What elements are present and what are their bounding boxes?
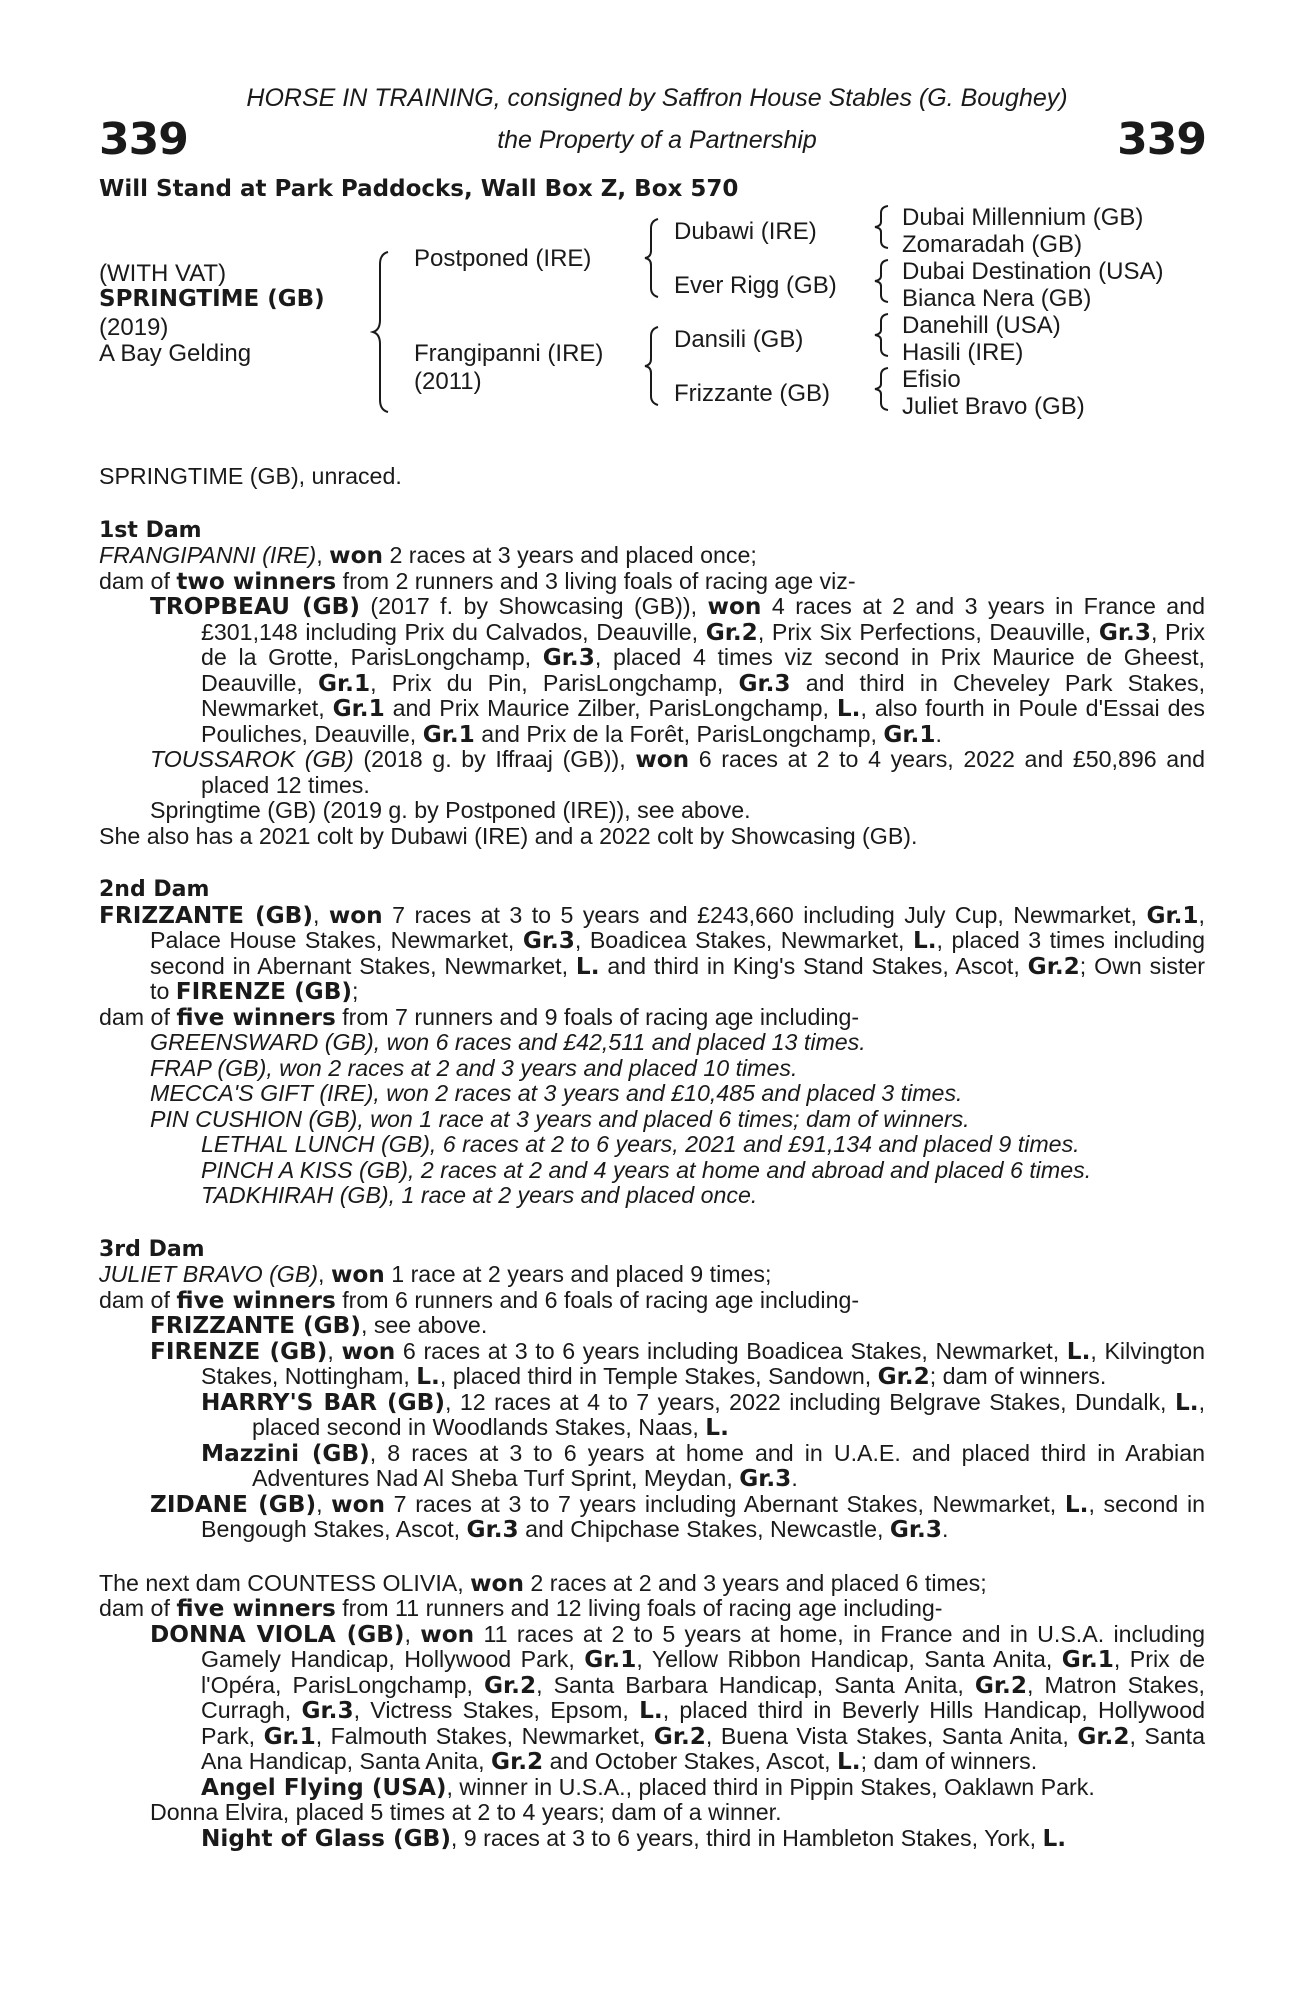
ancestor-sdd: Bianca Nera (GB) xyxy=(902,285,1092,312)
horse-brace xyxy=(370,248,400,416)
dam-sire: Dansili (GB) xyxy=(674,326,804,353)
dam-name: Frangipanni (IRE) xyxy=(414,340,604,367)
produce-night-of-glass: Night of Glass (GB), 9 races at 3 to 6 years, third in Hambleton Stakes, York, L. xyxy=(201,1824,1067,1852)
produce-pinch-a-kiss: PINCH A KISS (GB), 2 races at 2 and 4 years at home and abroad and placed 6 times. xyxy=(201,1156,1092,1183)
ancestor-dsd: Hasili (IRE) xyxy=(902,339,1024,366)
catalogue-body xyxy=(99,464,1205,1851)
brace-3 xyxy=(872,312,896,358)
third-dam-name: JULIET BRAVO (GB) xyxy=(99,1261,319,1287)
produce-frizzante: FRIZZANTE (GB), see above. xyxy=(150,1312,488,1339)
produce-harrys-bar: HARRY'S BAR (GB), 12 races at 4 to 7 years, 2022 including Belgrave Stakes, Dundalk, L., placed second in Woodlands Stakes, Naas, L. xyxy=(201,1388,1206,1441)
toussarok-record: (2018 g. by Iffraaj (GB)), won 6 races at 2 to 4 years, 2022 and £50,896 and placed 12 times. xyxy=(201,746,1205,798)
tropbeau-record: (2017 f. by Showcasing (GB)), won 4 races at 2 and 3 years in France and £301,148 including Prix du Calvados, Deauville, Gr.2, Prix Six Perfections, Deauville, Gr.3, Prix de la Grotte, ParisLongchamp, Gr.3, placed 4 times viz second in Prix Maurice de Gheest, Deauville, Gr.1, Prix du Pin, ParisLongchamp, Gr.3 and third in Cheveley Park Stakes, Newmarket, Gr.1 and Prix Maurice Zilber, ParisLongchamp, L., also fourth in Poule d'Essai des Pouliches, Deauville, Gr.1 and Prix de la Forêt, ParisLongchamp, Gr.1. xyxy=(201,593,1206,748)
produce-tropbeau xyxy=(99,594,1205,747)
produce-mecca: MECCA'S GIFT (IRE), won 2 races at 3 years and £10,485 and placed 3 times. xyxy=(150,1080,963,1106)
brace-2 xyxy=(872,258,896,304)
produce-springtime: Springtime (GB) (2019 g. by Postponed (IRE)), see above. xyxy=(150,797,751,823)
second-dam-heading: 2nd Dam xyxy=(99,877,210,902)
second-dam-produce: dam of five winners from 7 runners and 9 foals of racing age including- xyxy=(99,1003,860,1031)
brace-4 xyxy=(872,366,896,412)
property-line: the Property of a Partnership xyxy=(497,126,817,154)
next-dam-produce: dam of five winners from 11 runners and 12 living foals of racing age including- xyxy=(99,1595,943,1622)
produce-toussarok xyxy=(99,747,1205,798)
produce-tadkhirah: TADKHIRAH (GB), 1 race at 2 years and placed once. xyxy=(201,1182,758,1208)
produce-greensward: GREENSWARD (GB), won 6 races and £42,511 and placed 13 times. xyxy=(150,1029,866,1055)
dam-year: (2011) xyxy=(414,368,482,395)
toussarok-name: TOUSSAROK (GB) xyxy=(150,746,354,772)
third-dam-produce: dam of five winners from 6 runners and 6 foals of racing age including- xyxy=(99,1286,860,1314)
produce-angel-flying: Angel Flying (USA), winner in U.S.A., placed third in Pippin Stakes, Oaklawn Park. xyxy=(201,1773,1095,1801)
produce-lethal-lunch: LETHAL LUNCH (GB), 6 races at 2 to 6 years, 2021 and £91,134 and placed 9 times. xyxy=(201,1131,1080,1157)
second-dam-name: FRIZZANTE (GB) xyxy=(99,901,313,929)
ancestor-sds: Dubai Destination (USA) xyxy=(902,258,1164,285)
horse-name: SPRINGTIME (GB) xyxy=(99,286,325,312)
dam-brace xyxy=(642,324,666,408)
tropbeau-name: TROPBEAU (GB) xyxy=(150,593,360,620)
produce-firenze: FIRENZE (GB), won 6 races at 3 to 6 years including Boadicea Stakes, Newmarket, L., Kilvington Stakes, Nottingham, L., placed third in Temple Stakes, Sandown, Gr.2; dam of winners. xyxy=(150,1337,1205,1390)
horse-description: A Bay Gelding xyxy=(99,340,252,367)
first-dam-record: FRANGIPANNI (IRE), won 2 races at 3 years and placed once; xyxy=(99,542,757,569)
ancestor-dds: Efisio xyxy=(902,366,961,393)
produce-donna-elvira: Donna Elvira, placed 5 times at 2 to 4 years; dam of a winner. xyxy=(150,1799,782,1825)
third-dam-heading: 3rd Dam xyxy=(99,1236,205,1262)
produce-frap: FRAP (GB), won 2 races at 2 and 3 years and placed 10 times. xyxy=(150,1054,798,1081)
brace-1 xyxy=(872,204,896,250)
stand-location: Will Stand at Park Paddocks, Wall Box Z, Box 570 xyxy=(99,176,739,202)
ancestor-dss: Danehill (USA) xyxy=(902,312,1061,339)
produce-mazzini: Mazzini (GB), 8 races at 3 to 6 years at home and in U.A.E. and placed third in Arabian Adventures Nad Al Sheba Turf Sprint, Meydan, Gr.3. xyxy=(201,1439,1205,1492)
sire-brace xyxy=(642,216,666,300)
lot-number-left: 339 xyxy=(99,114,188,165)
second-dam-line: won 7 races at 3 to 5 years and £243,660 including July Cup, Newmarket, Gr.1, Palace House Stakes, Newmarket, Gr.3, Boadicea Stakes, Newmarket, L., placed 3 times including second in Abernant Stakes, Newmarket, L. and third in King's Stand Stakes, Ascot, Gr.2; Own sister to FIRENZE (GB); xyxy=(150,901,1205,1005)
first-dam-heading: 1st Dam xyxy=(99,517,202,543)
produce-zidane: ZIDANE (GB), won 7 races at 3 to 7 years including Abernant Stakes, Newmarket, L., second in Bengough Stakes, Ascot, Gr.3 and Chipchase Stakes, Newcastle, Gr.3. xyxy=(150,1490,1205,1543)
racing-record-intro: SPRINGTIME (GB), unraced. xyxy=(99,463,402,489)
ancestor-ddd: Juliet Bravo (GB) xyxy=(902,393,1085,420)
produce-pin-cushion: PIN CUSHION (GB), won 1 race at 3 years and placed 6 times; dam of winners. xyxy=(150,1105,970,1132)
horse-year: (2019) xyxy=(99,314,169,341)
first-dam-line: won 2 races at 3 years and placed once; xyxy=(329,542,757,569)
third-dam-line: won 1 race at 2 years and placed 9 times; xyxy=(330,1261,772,1288)
produce-donna-viola: DONNA VIOLA (GB), won 11 races at 2 to 5 years at home, in France and in U.S.A. including Gamely Handicap, Hollywood Park, Gr.1, Yellow Ribbon Handicap, Santa Anita, Gr.1, Prix de l'Opéra, ParisLongchamp, Gr.2, Santa Barbara Handicap, Santa Anita, Gr.2, Matron Stakes, Curragh, Gr.3, Victress Stakes, Epsom, L., placed third in Beverly Hills Handicap, Hollywood Park, Gr.1, Falmouth Stakes, Newmarket, Gr.2, Buena Vista Stakes, Santa Anita, Gr.2, Santa Ana Handicap, Santa Anita, Gr.2 and October Stakes, Ascot, L.; dam of winners. xyxy=(150,1620,1206,1775)
sire-name: Postponed (IRE) xyxy=(414,245,592,272)
ancestor-sss: Dubai Millennium (GB) xyxy=(902,204,1144,231)
dam-dam: Frizzante (GB) xyxy=(674,380,831,407)
first-dam-produce: dam of two winners from 2 runners and 3 living foals of racing age viz- xyxy=(99,567,856,595)
second-dam-record: FRIZZANTE (GB), won 7 races at 3 to 5 years and £243,660 including July Cup, Newmarket, Gr.1, Palace House Stakes, Newmarket, Gr.3, Boadicea Stakes, Newmarket, L., placed 3 times including second in Abernant Stakes, Newmarket, L. and third in King's Stand Stakes, Ascot, Gr.2; Own sister to FIRENZE (GB); xyxy=(99,901,1205,1005)
first-dam-name: FRANGIPANNI (IRE) xyxy=(99,542,317,568)
consignor-line: HORSE IN TRAINING, consigned by Saffron House Stables (G. Boughey) xyxy=(246,84,1068,112)
sire-dam: Ever Rigg (GB) xyxy=(674,272,837,299)
sire-sire: Dubawi (IRE) xyxy=(674,218,817,245)
ancestor-ssd: Zomaradah (GB) xyxy=(902,231,1083,258)
first-dam-also: She also has a 2021 colt by Dubawi (IRE) and a 2022 colt by Showcasing (GB). xyxy=(99,822,918,849)
third-dam-record: JULIET BRAVO (GB), won 1 race at 2 years and placed 9 times; xyxy=(99,1261,772,1288)
lot-number-right: 339 xyxy=(1117,114,1206,165)
next-dam-record: The next dam COUNTESS OLIVIA, won 2 races at 2 and 3 years and placed 6 times; xyxy=(99,1569,987,1597)
vat-note: (WITH VAT) xyxy=(99,260,227,287)
